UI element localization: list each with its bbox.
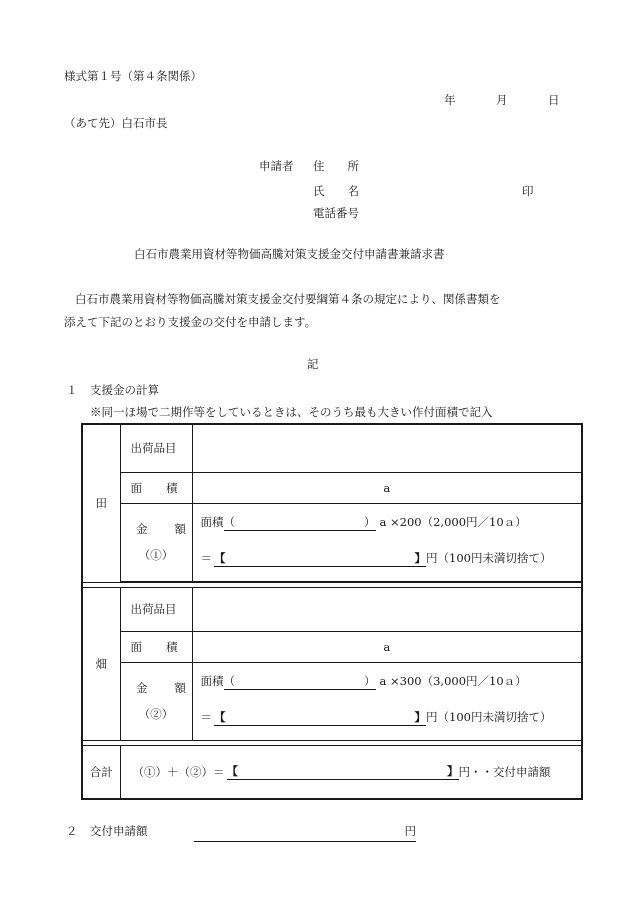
total-bracket-open: 【: [226, 764, 238, 779]
document-title: 白石市農業用資材等物価高騰対策支援金交付申請書兼請求書: [134, 247, 445, 261]
field-area-label: [120, 631, 192, 662]
paddy-item-input[interactable]: [192, 424, 582, 472]
paddy-bracket-close: 】: [414, 550, 426, 565]
field-amount-input[interactable]: [214, 709, 426, 726]
date-month-label: 月: [496, 93, 508, 107]
field-area-label-2: 積: [166, 639, 178, 654]
paddy-eq: ＝: [200, 551, 212, 565]
paddy-calc-close: ）: [364, 514, 376, 529]
ki-heading: 記: [307, 357, 319, 371]
field-area-row: [82, 631, 582, 662]
addressee: （あて先）白石市長: [64, 116, 168, 130]
applicant-address-label: 住 所: [313, 159, 359, 173]
field-area-input[interactable]: [192, 631, 582, 662]
field-eq: ＝: [200, 710, 212, 724]
total-row: [82, 745, 582, 799]
field-amount-marker: （②）: [138, 707, 174, 721]
applicant-phone-label: 電話番号: [313, 206, 359, 220]
field-item-label: 出荷品目: [120, 587, 192, 631]
field-item-input[interactable]: [192, 587, 582, 631]
section2-number: ２: [66, 824, 78, 838]
paddy-item-row: [82, 424, 582, 472]
field-calc-close: ）: [364, 673, 376, 688]
field-calc-suffix: a ×300（3,000円／10ａ）: [379, 674, 527, 688]
paddy-amount-label-1: 金: [136, 522, 148, 536]
section1-note: ※同一ほ場で二期作等をしているときは、そのうち最も大きい作付面積で記入: [90, 405, 493, 419]
date-day-label: 日: [548, 93, 560, 107]
field-calc-cell: [192, 662, 582, 740]
paddy-calc-prefix: 面積: [200, 515, 224, 529]
section1-title: 支援金の計算: [90, 383, 159, 397]
total-cell: [120, 745, 582, 799]
date-year-label: 年: [444, 93, 456, 107]
field-calc-open: （: [223, 673, 235, 688]
total-amount-input[interactable]: [227, 763, 459, 780]
total-suffix: 円・・交付申請額: [458, 764, 551, 779]
paddy-calc-cell: [192, 503, 582, 581]
paddy-area-label-1: 面: [130, 480, 142, 495]
total-label: 合計: [82, 745, 120, 799]
field-bracket-open: 【: [214, 709, 226, 724]
body-line-1: 白石市農業用資材等物価高騰対策支援金交付要綱第４条の規定により、関係書類を: [75, 292, 501, 306]
paddy-bracket-open: 【: [214, 550, 226, 565]
paddy-calc-open: （: [223, 514, 235, 529]
field-yen-note: 円（100円未満切捨て）: [426, 710, 552, 724]
section2-title: 交付申請額: [90, 824, 148, 838]
paddy-amount-row: [82, 503, 582, 581]
paddy-area-label-2: 積: [166, 480, 178, 495]
total-formula: （①）＋（②）＝: [132, 764, 225, 779]
application-amount-input[interactable]: [194, 826, 416, 842]
section2-unit: 円: [404, 824, 416, 838]
calculation-table: [81, 423, 583, 800]
field-area-unit: a: [383, 639, 391, 654]
paddy-area-row: [82, 472, 582, 503]
field-calc-prefix: 面積: [200, 674, 224, 688]
section1-number: １: [66, 383, 78, 397]
field-area-label-1: 面: [130, 639, 142, 654]
paddy-amount-input[interactable]: [214, 550, 426, 567]
paddy-calc-suffix: a ×200（2,000円／10ａ）: [379, 515, 527, 529]
paddy-area-input[interactable]: [192, 472, 582, 503]
applicant-label: 申請者: [259, 159, 294, 173]
applicant-name-label: 氏 名: [313, 184, 359, 198]
field-bracket-close: 】: [414, 709, 426, 724]
paddy-yen-note: 円（100円未満切捨て）: [426, 551, 552, 565]
paddy-area-calc-input[interactable]: [224, 514, 376, 531]
total-bracket-close: 】: [447, 764, 459, 779]
field-amount-row: [82, 662, 582, 740]
paddy-area-unit: a: [383, 480, 391, 495]
field-item-row: [82, 587, 582, 631]
seal-mark: 印: [522, 184, 534, 198]
field-area-calc-input[interactable]: [224, 673, 376, 690]
paddy-group-label: 田: [82, 424, 120, 582]
field-group-label: 畑: [82, 587, 120, 740]
paddy-amount-marker: （①）: [138, 548, 174, 562]
paddy-amount-label: [120, 503, 192, 581]
field-amount-label-1: 金: [136, 681, 148, 695]
paddy-item-label: 出荷品目: [120, 424, 192, 472]
field-amount-label-2: 額: [174, 681, 186, 695]
field-amount-label: [120, 662, 192, 740]
paddy-amount-label-2: 額: [174, 522, 186, 536]
form-number: 様式第１号（第４条関係）: [64, 69, 202, 83]
paddy-area-label: [120, 472, 192, 503]
body-line-2: 添えて下記のとおり支援金の交付を申請します。: [64, 315, 317, 329]
